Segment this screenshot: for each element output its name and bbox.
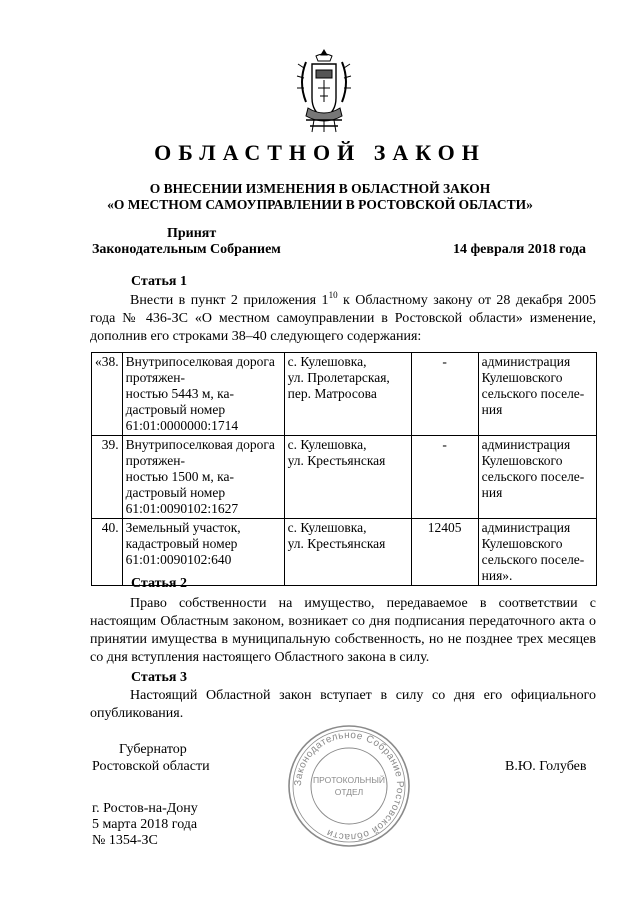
official-stamp [286, 723, 412, 849]
article-1-superscript: 10 [328, 290, 338, 300]
adoption-body: Законодательным Собранием [92, 242, 281, 257]
article-3-heading: Статья 3 [131, 670, 187, 685]
row-number: 39. [92, 436, 123, 519]
article-2-text [90, 595, 596, 667]
amendment-table [91, 352, 597, 586]
row-address: с. Кулешовка, ул. Крестьянская [284, 436, 411, 519]
article-2-text-body: Право собственности на имущество, передаваемое в соответствии с настоящим Областным законом, возникает со дня подписания передаточного акта о принятии имущества в муниципальную собственность, но не позднее трех месяцев со дня вступления настоящего Областного закона в силу. [90, 596, 596, 665]
document-title: ОБЛАСТНОЙ ЗАКОН [154, 140, 486, 165]
row-address: с. Кулешовка, ул. Крестьянская [284, 519, 411, 586]
article-3-text-body: Настоящий Областной закон вступает в силу со дня его официального опубликования. [90, 688, 596, 721]
row-value: - [411, 353, 478, 436]
row-object: Внутрипоселковая дорога протяжен- ностью 5443 м, ка- дастровый номер 61:01:0000000:1714 [122, 353, 284, 436]
stamp-ring-text: Законодательное Собрание Ростовской области [292, 729, 406, 843]
row-recipient: администрация Кулешовского сельского поселе- ния [478, 436, 596, 519]
article-3-text [90, 687, 596, 723]
footer-number: № 1354-ЗС [92, 833, 158, 848]
article-2-heading: Статья 2 [131, 576, 187, 591]
row-value: 12405 [411, 519, 478, 586]
table-row [92, 353, 597, 436]
article-1-text-part-1: Внести в пункт 2 приложения 1 [130, 293, 329, 308]
footer-city: г. Ростов-на-Дону [92, 801, 198, 816]
table-row [92, 436, 597, 519]
article-1-text [90, 292, 596, 346]
footer-date: 5 марта 2018 года [92, 817, 198, 832]
row-recipient: администрация Кулешовского сельского поселе- ния». [478, 519, 596, 586]
signature-position-line-2: Ростовской области [92, 759, 210, 774]
article-1-text-part-2: к Областному закону от 28 декабря 2005 года № 436-ЗС «О местном самоуправлении в Ростовской области» изменение, дополнив его строками 38–40 следующего содержания: [90, 293, 596, 344]
article-1-heading: Статья 1 [131, 274, 187, 289]
document-subtitle-line-1: О ВНЕСЕНИИ ИЗМЕНЕНИЯ В ОБЛАСТНОЙ ЗАКОН [149, 181, 491, 196]
document-subtitle-line-2: «О МЕСТНОМ САМОУПРАВЛЕНИИ В РОСТОВСКОЙ ОБЛАСТИ» [107, 197, 533, 212]
row-object: Земельный участок, кадастровый номер 61:01:0090102:640 [122, 519, 284, 586]
coat-of-arms-icon [294, 48, 354, 134]
row-address: с. Кулешовка, ул. Пролетарская, пер. Матросова [284, 353, 411, 436]
row-number: «38. [92, 353, 123, 436]
row-number: 40. [92, 519, 123, 586]
adoption-date: 14 февраля 2018 года [453, 242, 586, 257]
signature-name: В.Ю. Голубев [505, 759, 587, 774]
stamp-center-line-1: ПРОТОКОЛЬНЫЙ [313, 775, 385, 785]
row-recipient: администрация Кулешовского сельского поселе- ния [478, 353, 596, 436]
stamp-center-line-2: ОТДЕЛ [334, 787, 364, 797]
row-value: - [411, 436, 478, 519]
row-object: Внутрипоселковая дорога протяжен- ностью 1500 м, ка- дастровый номер 61:01:0090102:1627 [122, 436, 284, 519]
adoption-accepted: Принят [167, 226, 217, 241]
signature-position-line-1: Губернатор [119, 742, 187, 757]
